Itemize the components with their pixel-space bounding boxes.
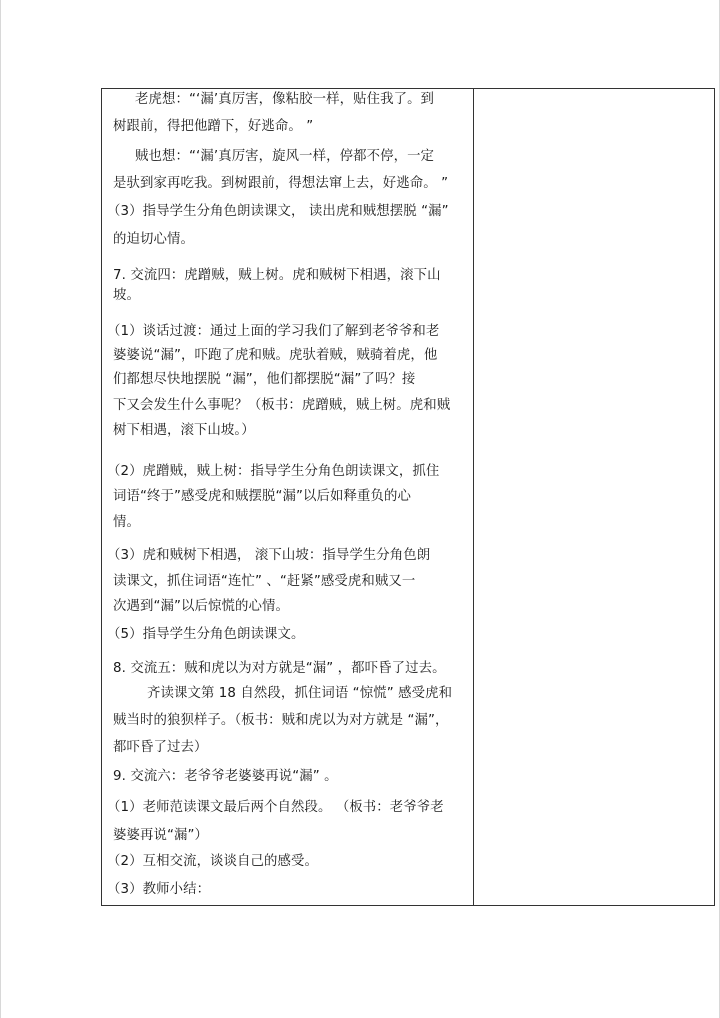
text-line: （3）教师小结： [107,882,211,897]
text-line: 都吓昏了过去） [113,740,208,755]
section-heading: 坡。 [113,288,140,303]
section-heading: 8. 交流五：贼和虎以为对方就是“漏” ，都吓昏了过去。 [113,661,446,676]
text-line: （2）互相交流，谈谈自己的感受。 [107,854,318,869]
text-line: 树跟前，得把他蹭下，好逃命。 ” [113,119,314,134]
text-line: 贼也想：“‘漏’真厉害，旋风一样，停都不停，一定 [135,149,435,164]
text-line: 情。 [113,515,140,530]
text-line: 词语“终于”感受虎和贼摆脱“漏”以后如释重负的心 [113,489,411,504]
text-line: 婆婆说“漏”，吓跑了虎和贼。虎驮着贼，贼骑着虎，他 [113,348,438,363]
text-line: 们都想尽快地摆脱 “漏”，他们都摆脱“漏”了吗？接 [113,372,416,387]
section-heading: 9. 交流六：老爷爷老婆婆再说“漏” 。 [113,769,338,784]
text-line: （2）虎蹭贼，贼上树：指导学生分角色朗读课文，抓住 [107,464,440,479]
text-line: （1）老师范读课文最后两个自然段。 （板书：老爷爷老 [107,800,444,815]
text-line: 婆婆再说“漏”） [113,828,209,843]
text-line: 贼当时的狼狈样子。（板书：贼和虎以为对方就是 “漏”， [113,713,449,728]
text-line: （1）谈话过渡：通过上面的学习我们了解到老爷爷和老 [107,324,440,339]
table-column-divider [473,89,474,905]
text-line: 的迫切心情。 [113,232,194,247]
text-line: 是驮到家再吃我。到树跟前，得想法窜上去，好逃命。 ” [113,176,449,191]
text-line: 树下相遇，滚下山坡。） [113,423,255,438]
text-line: 读课文，抓住词语“连忙” 、“赶紧”感受虎和贼又一 [113,574,416,589]
text-line: 齐读课文第 18 自然段，抓住词语 “惊慌” 感受虎和 [147,686,453,701]
section-heading: 7. 交流四：虎蹭贼，贼上树。虎和贼树下相遇，滚下山 [113,268,441,283]
text-line: （3）虎和贼树下相遇， 滚下山坡：指导学生分角色朗 [107,548,431,563]
text-line: 次遇到“漏”以后惊慌的心情。 [113,599,289,614]
text-line: （3）指导学生分角色朗读课文， 读出虎和贼想摆脱 “漏” [107,204,449,219]
text-line: 下又会发生什么事呢？（板书：虎蹭贼，贼上树。虎和贼 [113,398,451,413]
text-line: （5）指导学生分角色朗读课文。 [107,627,305,642]
text-line: 老虎想：“‘漏’真厉害，像粘胶一样，贴住我了。到 [135,92,435,107]
